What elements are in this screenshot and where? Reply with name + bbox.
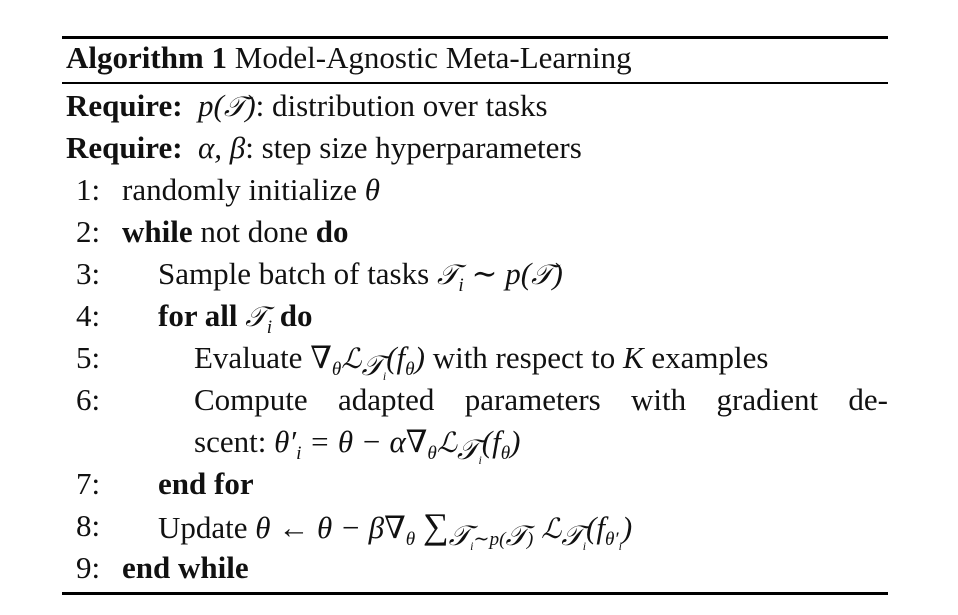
step-number: 6: <box>76 382 101 417</box>
math-adapted-params: $\theta'_i = \theta$ − $\alpha\nabla_\theta ℒ_{𝒯_i}(f_\theta)$ <box>274 424 521 468</box>
math-K: K <box>622 340 644 375</box>
keyword-do: do <box>279 298 313 333</box>
step-6-line-2 <box>194 422 521 468</box>
step-number: 3: <box>76 256 101 291</box>
require-line-1 <box>66 86 548 127</box>
step-number: 1: <box>76 172 101 207</box>
step-number: 5: <box>76 340 101 375</box>
algorithm-name: Model-Agnostic Meta-Learning <box>234 40 632 75</box>
keyword-for-all: for all <box>158 298 238 333</box>
math-meta-update: θ ← $\theta - \beta\nabla_\theta$ $\sum_{𝒯_i\sim p(𝒯)}$ $ℒ_{𝒯_i}(f_{\theta'_i})$ <box>255 506 633 554</box>
require-keyword: Require: <box>66 130 183 165</box>
math-Ti: 𝒯$_i$ <box>245 300 273 339</box>
step-number: 7: <box>76 466 101 501</box>
step-number: 2: <box>76 214 101 249</box>
math-sample-tasks: 𝒯$_i$ ∼ p(𝒯) <box>436 256 563 297</box>
require-text: : distribution over tasks <box>255 88 548 123</box>
keyword-do: do <box>315 214 349 249</box>
step-text: not done <box>192 214 316 249</box>
require-line-2 <box>66 128 582 168</box>
math-grad-loss: $\nabla_\theta ℒ_{𝒯_i}(f_\theta)$ <box>310 340 425 384</box>
step-text: scent: <box>194 424 275 459</box>
step-text: Evaluate <box>194 340 311 375</box>
step-6-line-1: Compute adapted parameters with gradient de- <box>194 382 888 417</box>
step-number: 8: <box>76 508 101 543</box>
keyword-end-while: end while <box>122 550 249 585</box>
require-text: : step size hyperparameters <box>245 130 582 165</box>
step-text: examples <box>643 340 769 375</box>
math-alpha-beta: α, β <box>190 130 246 165</box>
math-p-of-T: p(𝒯) <box>190 88 256 123</box>
step-9 <box>122 548 249 588</box>
step-7 <box>158 464 254 504</box>
algorithm-label: Algorithm 1 <box>66 40 228 75</box>
step-8 <box>158 506 633 554</box>
algorithm-title <box>66 38 632 78</box>
step-1 <box>122 170 380 210</box>
math-theta: θ <box>364 172 380 207</box>
step-3 <box>158 254 563 295</box>
step-text: randomly initialize <box>122 172 365 207</box>
step-text: Sample batch of tasks <box>158 256 437 291</box>
step-text: Update <box>158 510 256 545</box>
keyword-while: while <box>122 214 193 249</box>
bottom-rule <box>62 592 888 595</box>
require-keyword: Require: <box>66 88 183 123</box>
keyword-end-for: end for <box>158 466 254 501</box>
step-5 <box>194 338 769 384</box>
step-4 <box>158 296 313 337</box>
step-number: 4: <box>76 298 101 333</box>
step-2 <box>122 212 349 252</box>
step-text: with respect to <box>424 340 623 375</box>
step-number: 9: <box>76 550 101 585</box>
header-rule <box>62 82 888 84</box>
